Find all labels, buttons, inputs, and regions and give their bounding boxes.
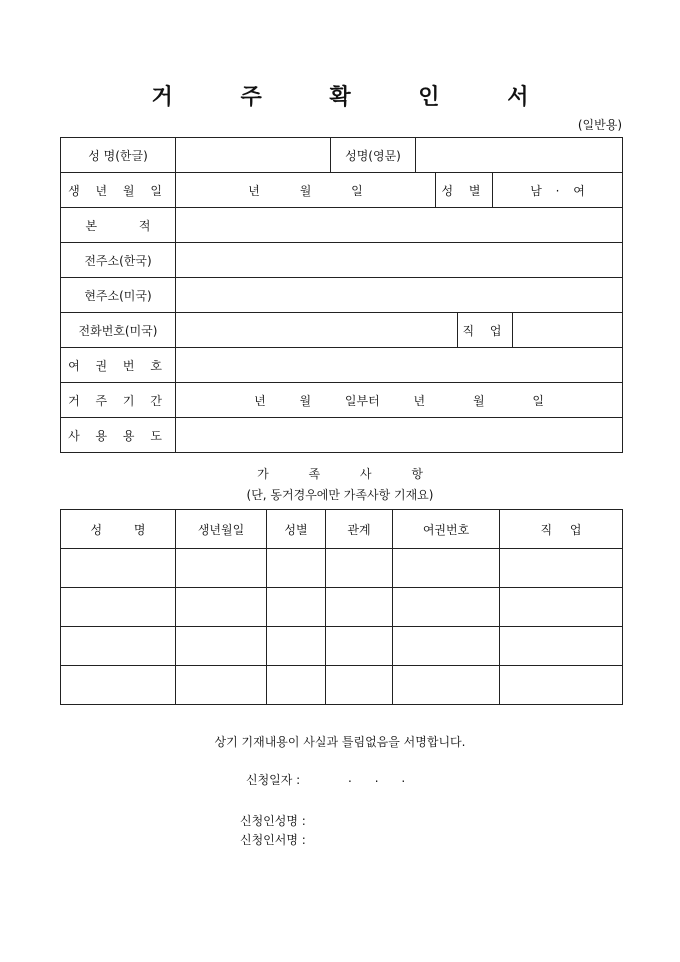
family-note: (단, 동거경우에만 가족사항 기재요) xyxy=(246,488,434,502)
purpose-label: 사 용 용 도 xyxy=(61,418,176,453)
passport-field[interactable] xyxy=(176,348,623,383)
domicile-label: 본 적 xyxy=(61,208,176,243)
family-cell[interactable] xyxy=(500,588,623,627)
period-day-end: 일 xyxy=(532,393,544,408)
table-row xyxy=(61,549,623,588)
applicant-info-grid xyxy=(60,137,623,453)
job-field[interactable] xyxy=(513,313,623,348)
table-row xyxy=(61,588,623,627)
birth-day: 일 xyxy=(351,183,363,198)
family-table xyxy=(60,509,623,705)
family-cell[interactable] xyxy=(267,549,326,588)
period-month-start: 월 xyxy=(299,393,312,408)
declaration-text: 상기 기재내용이 사실과 틀림없음을 서명합니다. xyxy=(214,735,466,749)
family-cell[interactable] xyxy=(176,666,267,705)
family-cell[interactable] xyxy=(500,549,623,588)
row-phone xyxy=(61,313,623,348)
family-cell[interactable] xyxy=(326,627,393,666)
table-row xyxy=(61,627,623,666)
name-kr-label: 성 명(한글) xyxy=(61,138,176,173)
domicile-field[interactable] xyxy=(176,208,623,243)
family-header-relation: 관계 xyxy=(326,510,393,549)
addr-us-label: 현주소(미국) xyxy=(61,278,176,313)
birth-month: 월 xyxy=(299,183,312,198)
family-cell[interactable] xyxy=(61,666,176,705)
period-field[interactable] xyxy=(176,383,623,418)
period-year-start: 년 xyxy=(254,393,266,408)
row-domicile xyxy=(61,208,623,243)
family-header-sex: 성별 xyxy=(267,510,326,549)
family-cell[interactable] xyxy=(61,627,176,666)
name-kr-field[interactable] xyxy=(176,138,331,173)
purpose-field[interactable] xyxy=(176,418,623,453)
family-cell[interactable] xyxy=(326,549,393,588)
family-cell[interactable] xyxy=(267,627,326,666)
family-cell[interactable] xyxy=(500,627,623,666)
family-header-row xyxy=(61,510,623,549)
sex-options[interactable]: 남 · 여 xyxy=(493,173,623,208)
phone-label: 전화번호(미국) xyxy=(61,313,176,348)
family-cell[interactable] xyxy=(176,627,267,666)
birth-label: 생 년 월 일 xyxy=(61,173,176,208)
family-cell[interactable] xyxy=(176,549,267,588)
application-date-label: 신청일자 : xyxy=(246,773,301,787)
addr-korea-field[interactable] xyxy=(176,243,623,278)
job-label: 직 업 xyxy=(458,313,513,348)
family-cell[interactable] xyxy=(326,666,393,705)
family-cell[interactable] xyxy=(393,627,500,666)
birth-year: 년 xyxy=(248,183,260,198)
family-cell[interactable] xyxy=(393,549,500,588)
family-cell[interactable] xyxy=(61,549,176,588)
passport-label: 여 권 번 호 xyxy=(61,348,176,383)
row-purpose xyxy=(61,418,623,453)
sex-label: 성 별 xyxy=(436,173,493,208)
row-passport xyxy=(61,348,623,383)
table-row xyxy=(61,666,623,705)
family-header-passport: 여권번호 xyxy=(393,510,500,549)
period-month-end: 월 xyxy=(472,393,485,408)
phone-field[interactable] xyxy=(176,313,458,348)
row-period xyxy=(61,383,623,418)
row-birth xyxy=(61,173,623,208)
family-cell[interactable] xyxy=(267,666,326,705)
family-cell[interactable] xyxy=(393,666,500,705)
name-en-field[interactable] xyxy=(416,138,623,173)
family-cell[interactable] xyxy=(176,588,267,627)
family-cell[interactable] xyxy=(326,588,393,627)
addr-us-field[interactable] xyxy=(176,278,623,313)
family-caption: 가 족 사 항 xyxy=(257,467,441,481)
addr-korea-label: 전주소(한국) xyxy=(61,243,176,278)
family-header-birth: 생년월일 xyxy=(176,510,267,549)
family-cell[interactable] xyxy=(61,588,176,627)
family-cell[interactable] xyxy=(393,588,500,627)
row-name xyxy=(61,138,623,173)
application-date-field[interactable]: . . . xyxy=(348,771,406,785)
family-cell[interactable] xyxy=(267,588,326,627)
row-addr-korea xyxy=(61,243,623,278)
document-title: 거 주 확 인 서 xyxy=(151,84,559,110)
family-header-job: 직 업 xyxy=(500,510,623,549)
period-year-end: 년 xyxy=(413,393,426,408)
applicant-sign-label: 신청인서명 : xyxy=(240,833,306,847)
applicant-name-label: 신청인성명 : xyxy=(240,814,306,828)
family-header-name: 성 명 xyxy=(61,510,176,549)
family-cell[interactable] xyxy=(500,666,623,705)
row-addr-us xyxy=(61,278,623,313)
birth-field[interactable] xyxy=(176,173,436,208)
document-subtitle: (일반용) xyxy=(577,118,622,132)
period-from: 일부터 xyxy=(344,393,380,408)
name-en-label: 성명(영문) xyxy=(331,138,416,173)
period-label: 거 주 기 간 xyxy=(61,383,176,418)
